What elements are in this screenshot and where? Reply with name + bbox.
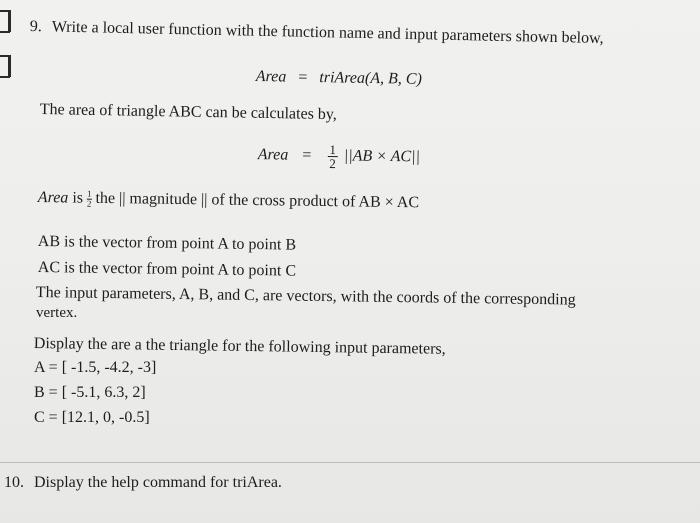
question-9-number: 9.: [29, 17, 42, 36]
function-signature: [256, 67, 422, 90]
question-10: [4, 473, 282, 493]
desc-is: is: [72, 189, 84, 207]
param-a-value: A = [ -1.5, -4.2, -3]: [34, 359, 157, 376]
display-instruction: [34, 334, 446, 360]
ac-definition-text: AC is the vector from point A to point C: [37, 258, 297, 280]
function-lhs: Area: [255, 67, 287, 86]
formula-denominator: 2: [329, 155, 336, 172]
params-line-2: vertex.: [36, 305, 78, 321]
desc-denominator: 2: [86, 198, 92, 209]
params-description-cont: [36, 303, 77, 323]
params-line-1: The input parameters, A, B, and C, are vectors, with the coords of the corresponding: [35, 283, 576, 309]
formula-lhs: Area: [257, 146, 289, 164]
desc-fraction: [87, 190, 92, 209]
formula-rhs: ||AB × AC||: [343, 147, 421, 166]
area-intro-text: The area of triangle ABC can be calculates by,: [39, 100, 337, 124]
formula-numerator: 1: [329, 141, 337, 158]
desc-rest: the || magnitude || of the cross product of AB × AC: [95, 189, 420, 212]
param-b: [34, 383, 146, 403]
function-rhs: triArea(A, B, C): [319, 69, 423, 88]
params-description: [36, 283, 576, 311]
ac-definition: [38, 258, 296, 282]
question-9-text: Write a local user function with the function name and input parameters shown below,: [51, 18, 604, 48]
area-description: [38, 188, 420, 213]
notebook-binding: [0, 0, 12, 523]
area-formula: [258, 142, 421, 171]
function-equals: =: [298, 68, 308, 86]
ab-definition-text: AB is the vector from point A to point B: [37, 232, 297, 254]
formula-equals: =: [302, 146, 312, 164]
param-a: [34, 358, 156, 378]
ab-definition: [38, 232, 296, 256]
area-intro: [40, 100, 337, 125]
formula-fraction: [327, 143, 338, 170]
param-b-value: B = [ -5.1, 6.3, 2]: [34, 384, 146, 401]
divider: [0, 462, 700, 463]
desc-numerator: 1: [87, 188, 92, 199]
param-c-value: C = [12.1, 0, -0.5]: [34, 409, 150, 426]
param-c: [34, 408, 150, 428]
desc-area-word: Area: [37, 188, 69, 207]
question-10-number: 10.: [4, 474, 24, 491]
question-9-intro: [30, 17, 604, 49]
display-instruction-text: Display the are a the triangle for the following input parameters,: [33, 334, 446, 358]
question-10-text: Display the help command for triArea.: [34, 474, 282, 491]
